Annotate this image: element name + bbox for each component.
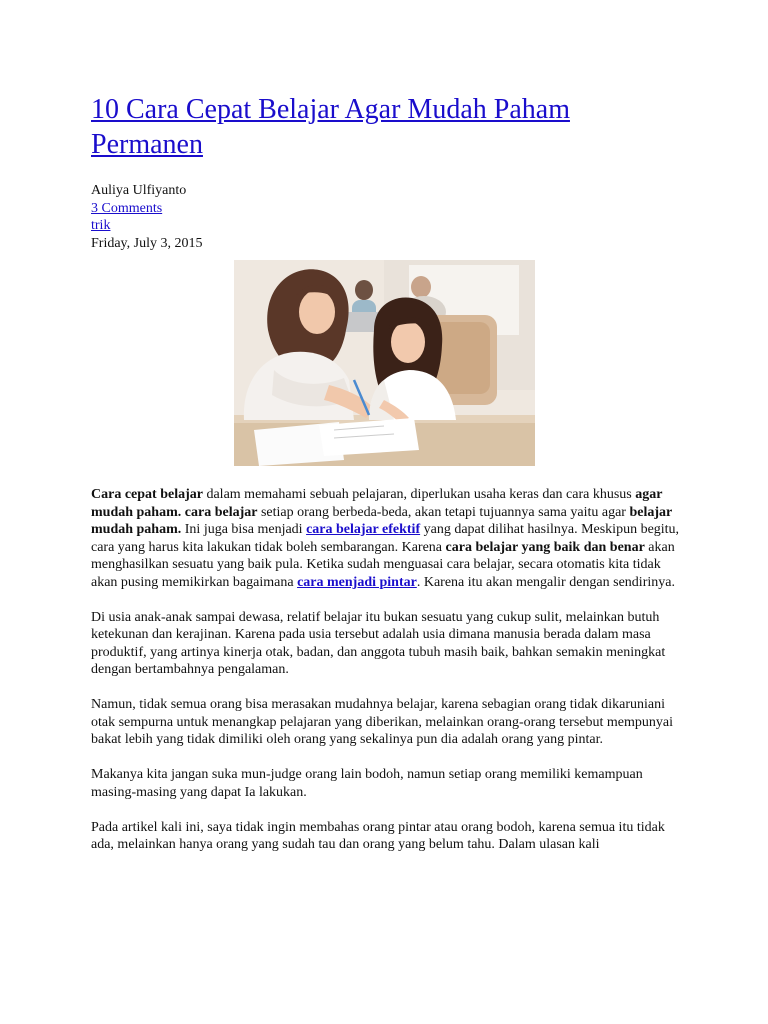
paragraph-3: Namun, tidak semua orang bisa merasakan mudahnya belajar, karena sebagian orang tidak dikaruniani otak sempurna untuk menangkap pelajaran yang diberikan, melainkan orang-orang tersebut mempunyai bakat lebih yang tidak dimiliki oleh orang yang sekalinya pun dia adalah orang yang pintar. [91, 697, 673, 747]
tag-link[interactable]: trik [91, 218, 111, 233]
keyword-cara-cepat-belajar: Cara cepat belajar [91, 487, 203, 502]
paragraph-2: Di usia anak-anak sampai dewasa, relatif belajar itu bukan sesuatu yang cukup sulit, melainkan butuh ketekunan dan kerajinan. Karena pada usia tersebut adalah usia dimana manusia berada dalam masa produktif, yang artinya kinerja otak, badan, dan anggota tubuh masih baik, bahkan semakin meningkat dengan bertambahnya pengalaman. [91, 609, 666, 677]
link-cara-menjadi-pintar[interactable]: cara menjadi pintar [297, 574, 417, 590]
keyword-cara-belajar: cara belajar [184, 504, 258, 520]
text-segment: . Karena itu akan mengalir dengan sendirinya. [416, 574, 675, 590]
article-title-link[interactable]: 10 Cara Cepat Belajar Agar Mudah Paham Permanen [91, 94, 570, 160]
article-hero-image [234, 260, 535, 466]
author-name: Auliya Ulfiyanto [91, 183, 187, 198]
keyword-agar-mudah-paham: agar mudah paham. [91, 487, 663, 520]
paragraph-1 [91, 486, 681, 591]
text-segment: yang dapat dilihat hasilnya. Meskipun begitu, cara yang harus kita lakukan tidak boleh sembarangan. Karena [91, 522, 680, 555]
text-segment: Ini juga bisa menjadi [181, 522, 307, 537]
article-body [91, 486, 681, 871]
article-meta [91, 182, 681, 252]
article [91, 92, 681, 852]
hero-illustration [234, 260, 535, 466]
publish-date: Friday, July 3, 2015 [91, 235, 203, 251]
text-segment: setiap orang berbeda-beda, akan tetapi tujuannya sama yaitu agar [257, 504, 630, 520]
paragraph-4: Makanya kita jangan suka mun-judge orang lain bodoh, namun setiap orang memiliki kemampuan masing-masing yang dapat Ia lakukan. [91, 767, 643, 800]
paragraph-5: Pada artikel kali ini, saya tidak ingin membahas orang pintar atau orang bodoh, karena semua itu tidak ada, melainkan hanya orang yang sudah tau dan orang yang belum tahu. Dalam ulasan kali [91, 819, 665, 852]
text-segment: dalam memahami sebuah pelajaran, diperlukan usaha keras dan cara khusus [202, 487, 636, 502]
comments-link[interactable]: 3 Comments [91, 200, 163, 216]
keyword-cara-belajar-baik-benar: cara belajar yang baik dan benar [445, 539, 645, 555]
link-cara-belajar-efektif[interactable]: cara belajar efektif [306, 522, 421, 537]
text-segment: akan menghasilkan sesuatu yang baik pula. Ketika sudah menguasai cara belajar, secara otomatis kita tidak akan pusing memikirkan bagaimana [91, 539, 675, 590]
keyword-belajar-mudah-paham: belajar mudah paham. [91, 504, 672, 537]
article-title [91, 92, 681, 162]
